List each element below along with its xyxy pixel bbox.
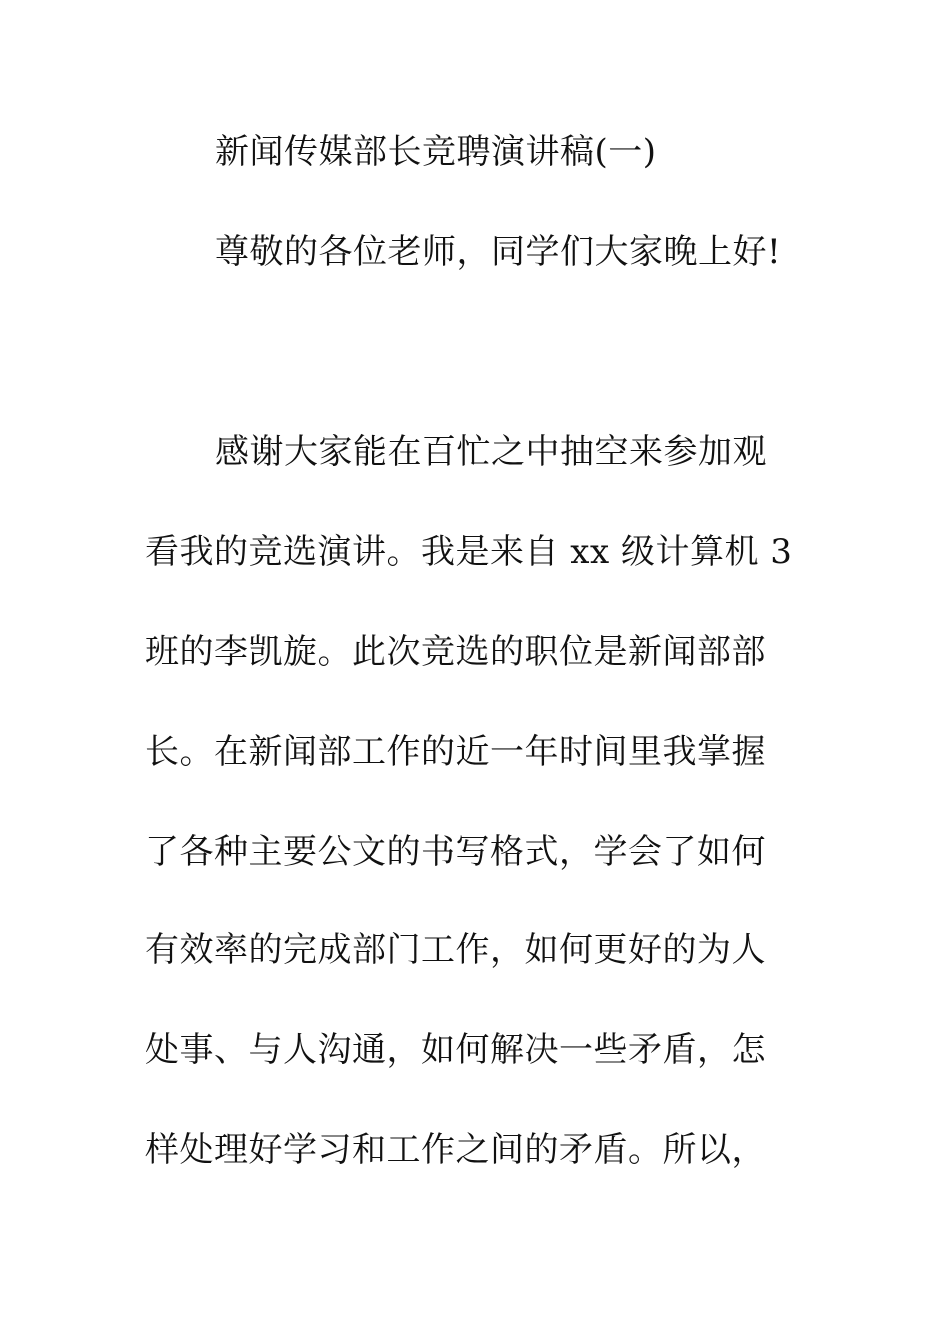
body-line: 看我的竞选演讲。我是来自 xx 级计算机 3 bbox=[145, 532, 793, 572]
body-line: 长。在新闻部工作的近一年时间里我掌握 bbox=[145, 732, 766, 772]
body-line: 处事、与人沟通，如何解决一些矛盾，怎 bbox=[145, 1030, 766, 1070]
body-line: 样处理好学习和工作之间的矛盾。所以， bbox=[145, 1130, 766, 1170]
document-title: 新闻传媒部长竞聘演讲稿(一) bbox=[215, 132, 657, 172]
body-line: 了各种主要公文的书写格式，学会了如何 bbox=[145, 832, 766, 872]
body-line: 有效率的完成部门工作，如何更好的为人 bbox=[145, 930, 766, 970]
body-line: 感谢大家能在百忙之中抽空来参加观 bbox=[215, 432, 767, 472]
body-line: 班的李凯旋。此次竞选的职位是新闻部部 bbox=[145, 632, 766, 672]
greeting-line: 尊敬的各位老师，同学们大家晚上好! bbox=[215, 232, 782, 272]
